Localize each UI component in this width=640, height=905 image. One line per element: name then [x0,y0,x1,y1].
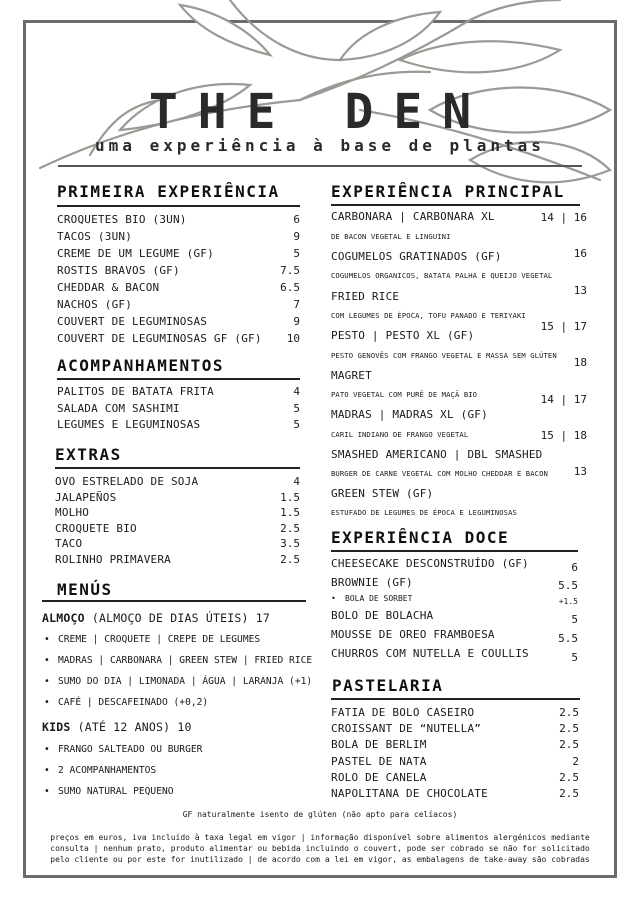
item-price: 6.5 [280,281,300,294]
menu-item-name: BOLA DE BERLIM [331,738,427,752]
item-price: 2.5 [559,787,579,800]
item-price: +1.5 [558,597,578,606]
main-dish-description: CARIL INDIANO DE FRANGO VEGETAL [331,430,469,439]
heading-acompanhamentos: ACOMPANHAMENTOS [57,356,224,375]
item-price: 15 | 18 [540,429,587,442]
kids-label: KIDS [42,720,71,734]
item-price: 2 [572,754,579,768]
rule-menus [42,600,306,602]
almoco-detail: (ALMOÇO DE DIAS ÚTEIS) 17 [84,611,270,625]
main-dish-description: ESTUFADO DE LEGUMES DE ÉPOCA E LEGUMINOSAS [331,508,517,517]
item-price: 2.5 [559,770,579,784]
menu-item-name: SALADA COM SASHIMI [57,401,180,415]
heading-menus: MENÚS [57,580,113,599]
menu-item-name: TACOS (3UN) [57,230,133,243]
rule-acompanhamentos [57,378,300,380]
main-dish-name: FRIED RICE [331,290,400,303]
rule-pastelaria [331,698,580,700]
menu-item-name: ROSTIS BRAVOS (GF) [57,264,180,277]
item-price: 2.5 [559,738,579,752]
kids-line [42,720,192,734]
dessert-name: CHEESECAKE DESCONSTRUÍDO (GF) [331,557,529,570]
rule-principal [331,204,580,206]
item-price: 18 [573,356,587,369]
kids-option: • 2 ACOMPANHAMENTOS [58,765,156,776]
item-price: 5 [571,651,578,664]
dessert-name: BROWNIE (GF) [331,576,413,589]
item-price: 5.5 [558,579,578,592]
item-price: 13 [573,284,587,297]
menu-item-name: LEGUMES E LEGUMINOSAS [57,418,201,431]
item-price: 5.5 [558,632,578,645]
item-price: 2.5 [280,521,300,535]
heading-pastelaria: PASTELARIA [332,676,444,695]
item-price: 10 [286,332,300,345]
rule-doce [331,550,578,552]
item-price: 1.5 [280,506,300,519]
header-divider [58,165,582,167]
item-price: 4 [293,475,300,488]
item-price: 6 [571,561,578,574]
item-price: 3.5 [280,537,300,550]
main-dish-description: PESTO GENOVÊS COM FRANGO VEGETAL E MASSA SEM GLÚTEN [331,351,557,360]
restaurant-subtitle: uma experiência à base de plantas [95,136,545,155]
almoco-option: • MADRAS | CARBONARA | GREEN STEW | FRIED RICE [58,655,312,666]
item-price: 2.5 [559,706,579,719]
heading-primeira: PRIMEIRA EXPERIÊNCIA [57,182,280,201]
menu-item-name: MOLHO [55,506,90,519]
item-price: 16 [573,247,587,260]
main-dish-description: COGUMELOS ORGANICOS, BATATA PALHA E QUEIJO VEGETAL [331,271,553,280]
item-price: 15 | 17 [540,320,587,333]
menu-item-name: CROISSANT DE “NUTELLA” [331,722,482,736]
kids-option: • FRANGO SALTEADO OU BURGER [58,744,202,755]
main-dish-name: CARBONARA | CARBONARA XL [331,210,495,223]
rule-extras [55,467,300,469]
menu-item-name: PASTEL DE NATA [331,754,427,768]
restaurant-title: THE DEN [148,84,492,140]
main-dish-name: MAGRET [331,369,372,382]
menu-item-name: CROQUETE BIO [55,521,137,535]
menu-item-name: COUVERT DE LEGUMINOSAS [57,315,208,328]
heading-doce: EXPERIÊNCIA DOCE [331,528,510,547]
menu-item-name: COUVERT DE LEGUMINOSAS GF (GF) [57,332,262,345]
dessert-name: BOLO DE BOLACHA [331,609,434,622]
menu-item-name: CROQUETES BIO (3UN) [57,213,187,226]
menu-item-name: OVO ESTRELADO DE SOJA [55,475,199,488]
legal-footer: preços em euros, iva incluído à taxa legal em vigor | informação disponível sobre alimentos alergénicos mediante consulta | nenhum prato, produto alimentar ou bebida incluindo o couvert, pode ser cobrado se não for solicitado pelo cliente ou por este for inutilizado | de acordo com a lei em vigor, as embalagens de take-away são cobradas [50,833,590,864]
item-price: 5 [293,247,300,260]
menu-item-name: ROLINHO PRIMAVERA [55,552,171,566]
main-dish-description: PATO VEGETAL COM PURÊ DE MAÇÃ BIO [331,390,478,399]
dessert-name: MOUSSE DE OREO FRAMBOESA [331,628,495,641]
item-price: 4 [293,385,300,398]
item-price: 14 | 17 [540,393,587,406]
item-price: 7.5 [280,264,300,277]
heading-extras: EXTRAS [55,445,122,464]
main-dish-description: BURGER DE CARNE VEGETAL COM MOLHO CHEDDAR E BACON [331,469,548,478]
main-dish-description: COM LEGUMES DE ÉPOCA, TOFU PANADO E TERIYAKI [331,311,526,320]
menu-item-name: CHEDDAR & BACON [57,281,160,294]
almoco-option: • SUMO DO DIA | LIMONADA | ÁGUA | LARANJA (+1) [58,676,312,687]
item-price: 14 | 16 [540,211,587,224]
main-dish-name: MADRAS | MADRAS XL (GF) [331,408,488,421]
menu-item-name: TACO [55,537,83,550]
item-price: 13 [573,465,587,478]
almoco-option: • CAFÉ | DESCAFEINADO (+0,2) [58,697,208,708]
main-dish-name: PESTO | PESTO XL (GF) [331,329,475,342]
item-price: 6 [293,213,300,226]
almoco-line [42,611,270,625]
item-price: 2.5 [559,722,579,736]
main-dish-name: COGUMELOS GRATINADOS (GF) [331,250,502,263]
menu-item-name: CREME DE UM LEGUME (GF) [57,247,214,260]
kids-option: • SUMO NATURAL PEQUENO [58,786,174,797]
item-price: 2.5 [280,552,300,566]
menu-item-name: JALAPEÑOS [55,490,117,504]
item-price: 1.5 [280,490,300,504]
item-price: 5 [571,613,578,626]
gf-note: GF naturalmente isento de glúten (não apto para celíacos) [182,810,458,819]
almoco-label: ALMOÇO [42,611,85,625]
item-price: 5 [293,418,300,431]
item-price: 5 [293,401,300,415]
main-dish-name: GREEN STEW (GF) [331,487,434,500]
menu-item-name: PALITOS DE BATATA FRITA [57,385,214,398]
main-dish-description: DE BACON VEGETAL E LINGUINI [331,232,451,241]
item-price: 9 [293,315,300,328]
menu-item-name: ROLO DE CANELA [331,770,427,784]
heading-principal: EXPERIÊNCIA PRINCIPAL [331,182,565,201]
main-dish-name: SMASHED AMERICANO | DBL SMASHED [331,448,543,461]
item-price: 7 [293,298,300,311]
menu-item-name: FATIA DE BOLO CASEIRO [331,706,475,719]
almoco-option: • CREME | CROQUETE | CREPE DE LEGUMES [58,634,260,645]
menu-item-name: NACHOS (GF) [57,298,133,311]
dessert-name: CHURROS COM NUTELLA E COULLIS [331,647,529,660]
kids-detail: (ATÉ 12 ANOS) 10 [70,720,192,734]
item-price: 9 [293,230,300,243]
dessert-addon: • BOLA DE SORBET [345,594,412,603]
rule-primeira [57,205,300,207]
menu-item-name: NAPOLITANA DE CHOCOLATE [331,787,488,800]
